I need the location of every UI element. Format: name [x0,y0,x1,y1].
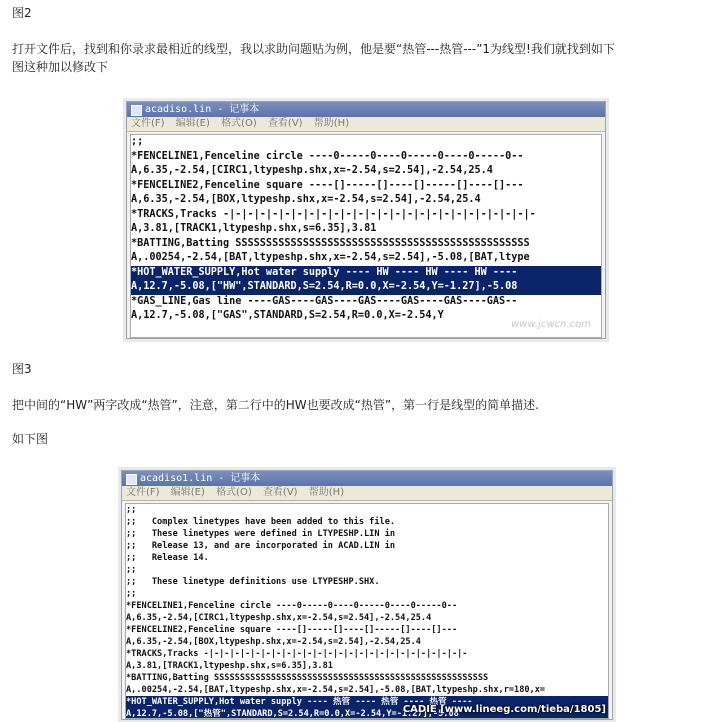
text-line: A,6.35,-2.54,[CIRC1,ltypeshp.shx,x=-2.54,s=2.54],-2.54,25.4 [126,613,432,623]
text-line: *TRACKS,Tracks -|-|-|-|-|-|-|-|-|-|-|-|-|-|-|-|-|-|-|-|-|-|-|-|-|- [131,208,536,220]
text-line: *BATTING,Batting SSSSSSSSSSSSSSSSSSSSSSSSSSSSSSSSSSSSSSSSSSSSSSSSSSSSS [126,673,489,683]
notepad-1-menubar [127,117,605,132]
paragraph-3: 如下图 [12,432,49,446]
text-line: ;; [126,565,137,575]
menu-edit[interactable]: 编辑(E) [170,487,205,498]
notepad-icon [126,474,137,485]
text-line: *FENCELINE2,Fenceline square ----[]-----[]----[]-----[]----[]--- [126,625,458,635]
text-line: A,.00254,-2.54,[BAT,ltypeshp.shx,x=-2.54,s=2.54],-5.08,[BAT,ltype [131,252,530,263]
text-line: A,6.35,-2.54,[BOX,ltypeshp.shx,x=-2.54,s=2.54],-2.54,25.4 [131,194,481,205]
text-line: ;; [131,136,144,147]
text-line: A,6.35,-2.54,[BOX,ltypeshp.shx,x=-2.54,s=2.54],-2.54,25.4 [126,637,421,647]
text-line: *FENCELINE1,Fenceline circle ----0-----0----0-----0----0-----0-- [126,601,458,611]
text-line: *FENCELINE2,Fenceline square ----[]-----[]----[]-----[]----[]--- [131,179,524,191]
selected-text-line: A,12.7,-5.08,["热管",STANDARD,S=2.54,R=0.0,X=-2.54,Y=-1.27],-5.08 [126,708,608,719]
notepad-1-title: acadiso.lin - 记事本 [145,104,260,115]
text-line: ;; [126,589,137,599]
menu-file[interactable]: 文件(F) [126,487,160,498]
menu-view[interactable]: 查看(V) [262,487,298,498]
notepad-2-text-area[interactable] [125,503,609,719]
menu-help[interactable]: 帮助(H) [313,118,350,129]
watermark-2: CADIE [www.lineeg.com/tieba/1805] [402,704,606,715]
paragraph-1-line-2: 图这种加以修改下 [12,60,109,74]
notepad-window-1 [126,101,606,339]
notepad-2-title: acadiso1.lin - 记事本 [140,473,261,484]
text-line: ;; These linetypes were defined in LTYPESHP.LIN in [126,529,396,539]
notepad-icon [131,105,142,116]
text-line: A,6.35,-2.54,[CIRC1,ltypeshp.shx,x=-2.54,s=2.54],-2.54,25.4 [131,165,493,176]
notepad-1-titlebar[interactable] [127,102,605,117]
paragraph-1-line-1: 打开文件后，找到和你录求最相近的线型，我以求助问题贴为例，他是要“热管---热管---”1为线型!我们就找到如下 [12,42,615,56]
menu-file[interactable]: 文件(F) [131,118,165,129]
text-line: *GAS_LINE,Gas line ----GAS----GAS----GAS----GAS----GAS----GAS-- [131,295,518,307]
selected-text-line: *HOT_WATER_SUPPLY,Hot water supply ---- 热管 ---- 热管 ---- 热管 ---- [126,696,608,708]
menu-edit[interactable]: 编辑(E) [175,118,210,129]
notepad-1-text-area[interactable] [130,134,602,338]
fig2-label: 图2 [12,6,32,20]
fig3-label: 图3 [12,362,32,376]
notepad-window-2 [121,470,613,720]
menu-format[interactable]: 格式(O) [221,118,257,129]
text-line: A,.00254,-2.54,[BAT,ltypeshp.shx,x=-2.54,s=2.54],-5.08,[BAT,ltypeshp.shx,r=180,x= [126,685,546,695]
text-line: ;; These linetype definitions use LTYPESHP.SHX. [126,577,380,587]
text-line: *TRACKS,Tracks -|-|-|-|-|-|-|-|-|-|-|-|-|-|-|-|-|-|-|-|-|-|-|-|-|- [126,649,468,659]
text-line: ;; Complex linetypes have been added to this file. [126,517,396,527]
notepad-2-titlebar[interactable] [122,471,612,486]
text-line: ;; Release 14. [126,553,209,563]
text-line: ;; Release 13, and are incorporated in ACAD.LIN in [126,541,396,551]
text-line: A,3.81,[TRACK1,ltypeshp.shx,s=6.35],3.81 [131,223,377,234]
text-line: ;; [126,505,137,515]
menu-help[interactable]: 帮助(H) [308,487,345,498]
text-line: *FENCELINE1,Fenceline circle ----0-----0----0-----0----0-----0-- [131,150,524,162]
watermark-1: www.jcwcn.com [511,319,591,330]
text-line: A,12.7,-5.08,["GAS",STANDARD,S=2.54,R=0.0,X=-2.54,Y [131,310,444,321]
selected-text-line: *HOT_WATER_SUPPLY,Hot water supply ---- HW ---- HW ---- HW ---- [131,266,601,281]
menu-view[interactable]: 查看(V) [267,118,303,129]
selected-text-line: A,12.7,-5.08,["HW",STANDARD,S=2.54,R=0.0,X=-2.54,Y=-1.27],-5.08 [131,280,601,295]
menu-format[interactable]: 格式(O) [216,487,252,498]
text-line: *BATTING,Batting SSSSSSSSSSSSSSSSSSSSSSSSSSSSSSSSSSSSSSSSSSSSSSSS [131,237,530,249]
text-line: A,3.81,[TRACK1,ltypeshp.shx,s=6.35],3.81 [126,661,333,671]
notepad-2-menubar [122,486,612,501]
paragraph-2: 把中间的“HW”两字改成“热管”，注意，第二行中的HW也要改成“热管”，第一行是线型的简单描述. [12,398,539,412]
